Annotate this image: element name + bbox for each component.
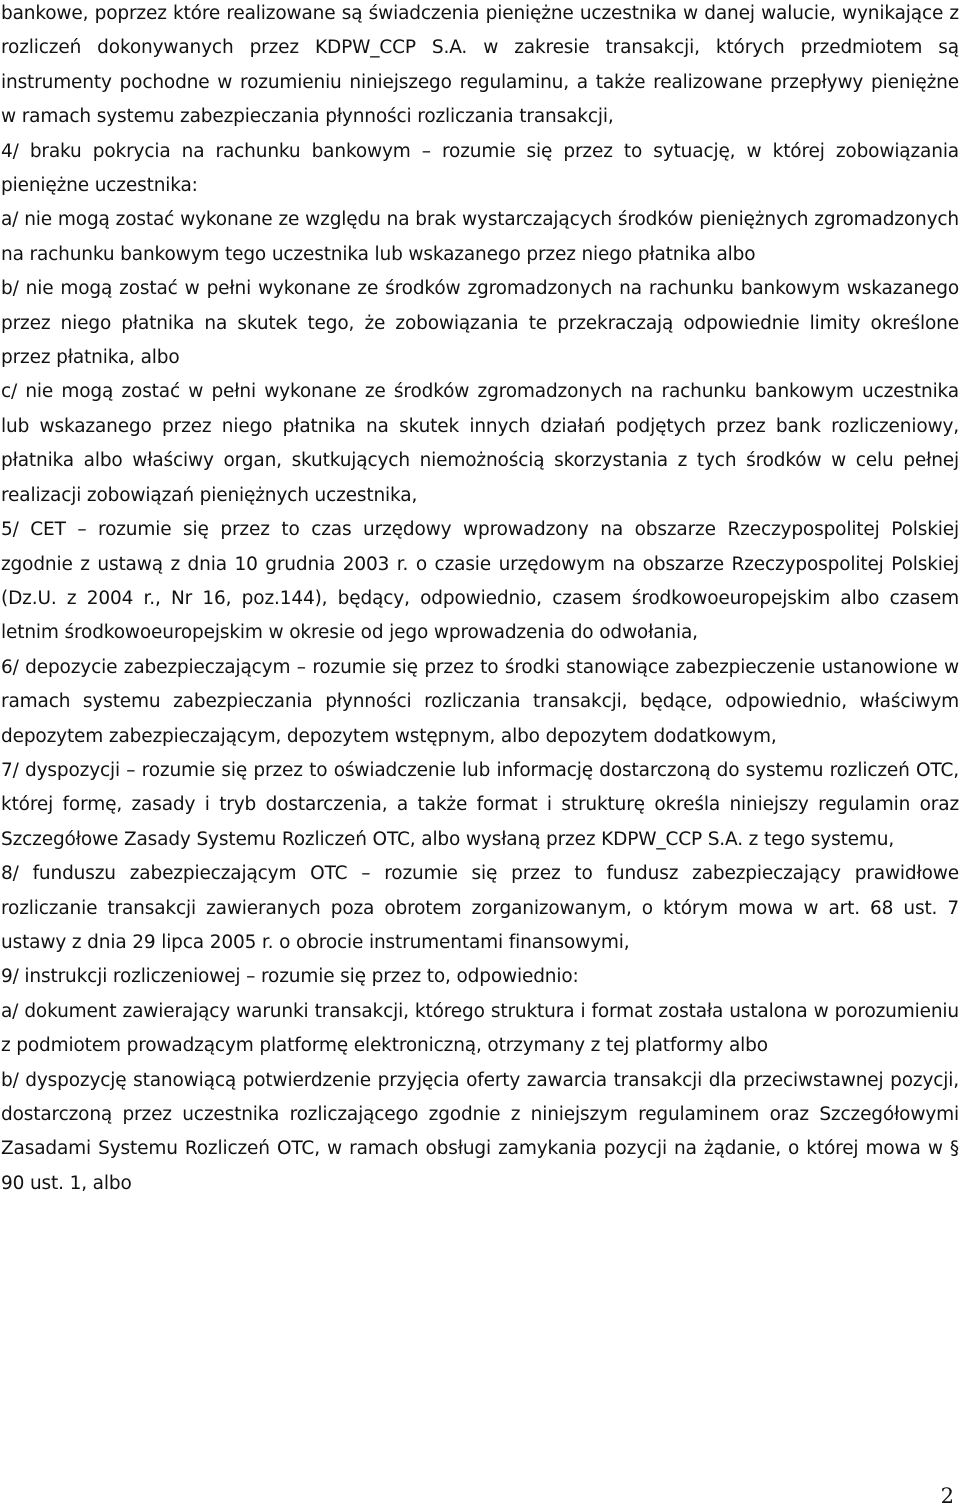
definition-4-paragraph: 4/ braku pokrycia na rachunku bankowym – rozumie się przez to sytuację, w której zobowiązania pieniężne uczestnika:	[1, 140, 959, 197]
definition-7-paragraph: 7/ dyspozycji – rozumie się przez to oświadczenie lub informację dostarczoną do systemu rozliczeń OTC, której formę, zasady i tryb dostarczenia, a także format i strukturę określa niniejszy regulamin oraz Szczegółowe Zasady Systemu Rozliczeń OTC, albo wysłaną przez KDPW_CCP S.A. z tego systemu,	[1, 759, 959, 850]
page-number: 2	[940, 1484, 954, 1508]
definition-9a-paragraph: a/ dokument zawierający warunki transakcji, którego struktura i format została ustalona w porozumieniu z podmiotem prowadzącym platformę elektroniczną, otrzymany z tej platformy albo	[1, 1000, 959, 1057]
definition-6-paragraph: 6/ depozycie zabezpieczającym – rozumie się przez to środki stanowiące zabezpieczenie ustanowione w ramach systemu zabezpieczania płynności rozliczania transakcji, będące, odpowiednio, właściwym depozytem zabezpieczającym, depozytem wstępnym, albo depozytem dodatkowym,	[1, 656, 959, 747]
definition-5-paragraph: 5/ CET – rozumie się przez to czas urzędowy wprowadzony na obszarze Rzeczypospolitej Polskiej zgodnie z ustawą z dnia 10 grudnia 2003 r. o czasie urzędowym na obszarze Rzeczypospolitej Polskiej (Dz.U. z 2004 r., Nr 16, poz.144), będący, odpowiednio, czasem środkowoeuropejskim albo czasem letnim środkowoeuropejskim w okresie od jego wprowadzenia do odwołania,	[1, 519, 959, 644]
definition-4a-paragraph: a/ nie mogą zostać wykonane ze względu na brak wystarczających środków pieniężnych zgromadzonych na rachunku bankowym tego uczestnika lub wskazanego przez niego płatnika albo	[1, 209, 959, 265]
definition-8-paragraph: 8/ funduszu zabezpieczającym OTC – rozumie się przez to fundusz zabezpieczający prawidłowe rozliczanie transakcji zawieranych poza obrotem zorganizowanym, o którym mowa w art. 68 ust. 7 ustawy z dnia 29 lipca 2005 r. o obrocie instrumentami finansowymi,	[1, 863, 959, 953]
definition-4b-paragraph: b/ nie mogą zostać w pełni wykonane ze środków zgromadzonych na rachunku bankowym wskazanego przez niego płatnika na skutek tego, że zobowiązania te przekraczają odpowiednie limity określone przez płatnika, albo	[1, 278, 959, 369]
paragraph-continuation: bankowe, poprzez które realizowane są świadczenia pieniężne uczestnika w danej walucie, wynikające z rozliczeń dokonywanych przez KDPW_CCP S.A. w zakresie transakcji, których przedmiotem są instrumenty pochodne w rozumieniu niniejszego regulaminu, a także realizowane przepływy pieniężne w ramach systemu zabezpieczania płynności rozliczania transakcji,	[1, 3, 959, 128]
definition-9-paragraph: 9/ instrukcji rozliczeniowej – rozumie się przez to, odpowiednio:	[1, 966, 579, 988]
definition-9b-paragraph: b/ dyspozycję stanowiącą potwierdzenie przyjęcia oferty zawarcia transakcji dla przeciwstawnej pozycji, dostarczoną przez uczestnika rozliczającego zgodnie z niniejszym regulaminem oraz Szczegółowymi Zasadami Systemu Rozliczeń OTC, w ramach obsługi zamykania pozycji na żądanie, o której mowa w § 90 ust. 1, albo	[1, 1069, 959, 1194]
definition-4c-paragraph: c/ nie mogą zostać w pełni wykonane ze środków zgromadzonych na rachunku bankowym uczestnika lub wskazanego przez niego płatnika na skutek innych działań podjętych przez bank rozliczeniowy, płatnika albo właściwy organ, skutkujących niemożnością skorzystania z tych środków w celu pełnej realizacji zobowiązań pieniężnych uczestnika,	[1, 381, 959, 506]
